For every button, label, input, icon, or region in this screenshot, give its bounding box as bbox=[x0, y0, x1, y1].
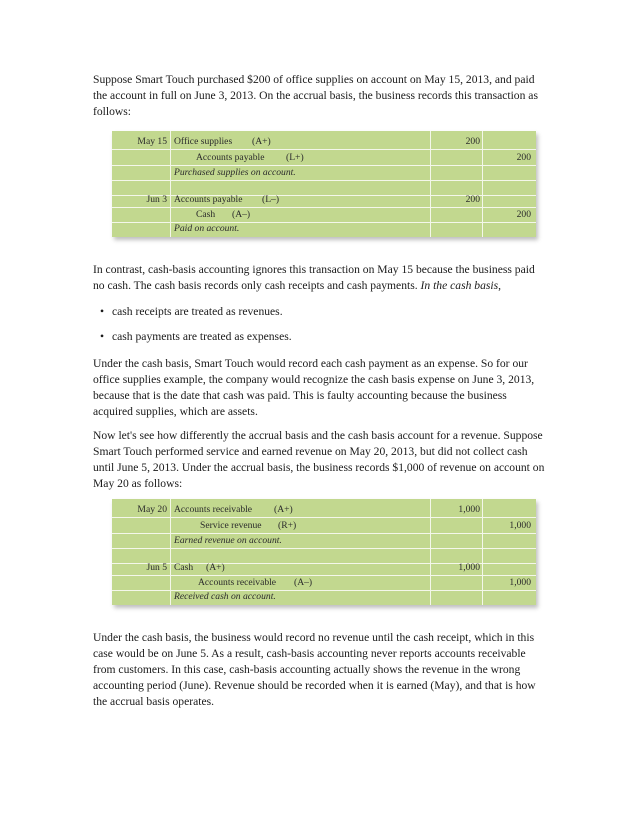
credit-tag: (A–) bbox=[232, 209, 251, 220]
entry-explanation: Paid on account. bbox=[174, 223, 240, 234]
journal-row bbox=[112, 165, 536, 181]
entry-explanation: Purchased supplies on account. bbox=[174, 167, 296, 178]
paragraph-conclusion: Under the cash basis, the business would record no revenue until the cash receipt, which in this case would be on June 5. As a result, cash-basis accounting never reports accounts receivable from customers. In this case, cash-basis accounting actually shows the revenue in the wrong accounting period (June). Revenue should be recorded when it is earned (May), and that is how the accrual basis operates. bbox=[93, 631, 536, 708]
credit-account: Service revenue bbox=[200, 520, 262, 531]
debit-tag: (A+) bbox=[206, 562, 225, 573]
journal-row bbox=[112, 134, 536, 150]
paragraph-intro: Suppose Smart Touch purchased $200 of office supplies on account on May 15, 2013, and paid the account in full on June 3, 2013. On the accrual basis, the business records this transaction as follows: bbox=[93, 73, 538, 118]
bullet-text: cash payments are treated as expenses. bbox=[112, 330, 292, 343]
journal-row bbox=[112, 560, 536, 576]
paragraph-emphasis: In the cash basis bbox=[420, 279, 499, 292]
bullet-item bbox=[100, 304, 550, 320]
journal-row bbox=[112, 518, 536, 534]
entry-date: Jun 3 bbox=[146, 194, 167, 205]
entry-date: May 15 bbox=[137, 136, 167, 147]
bullet-text: cash receipts are treated as revenues. bbox=[112, 305, 283, 318]
debit-account: Accounts payable bbox=[174, 194, 243, 205]
entry-date: Jun 5 bbox=[146, 562, 167, 573]
debit-account: Accounts receivable bbox=[174, 504, 253, 515]
journal-row bbox=[112, 502, 536, 518]
paragraph-text: In contrast, cash-basis accounting ignores this transaction on May 15 because the business paid no cash. The cash basis records only cash receipts and cash payments. bbox=[93, 263, 535, 292]
journal-row bbox=[112, 192, 536, 208]
paragraph-cash-basis bbox=[93, 262, 548, 294]
entry-date: May 20 bbox=[137, 504, 167, 515]
debit-tag: (A+) bbox=[274, 504, 293, 515]
debit-account: Cash bbox=[174, 562, 194, 573]
debit-tag: (L–) bbox=[262, 194, 280, 205]
paragraph-revenue: Now let's see how differently the accrual basis and the cash basis account for a revenue. Suppose Smart Touch performed service and earned revenue on May 20, 2013, but did not collect cash until June 5, 2013. Under the accrual basis, the business records $1,000 of revenue on account on May 20 as follows: bbox=[93, 429, 545, 490]
credit-amount: 1,000 bbox=[509, 520, 531, 531]
entry-explanation: Earned revenue on account. bbox=[174, 535, 282, 546]
journal-row bbox=[112, 533, 536, 549]
credit-tag: (L+) bbox=[286, 152, 304, 163]
debit-amount: 1,000 bbox=[458, 504, 480, 515]
paragraph-text: , bbox=[498, 279, 502, 292]
debit-account: Office supplies bbox=[174, 136, 233, 147]
credit-tag: (A–) bbox=[294, 577, 313, 588]
debit-amount: 200 bbox=[465, 136, 480, 147]
credit-account: Accounts payable bbox=[196, 152, 265, 163]
credit-account: Accounts receivable bbox=[198, 577, 277, 588]
bullet-icon: • bbox=[100, 305, 105, 318]
credit-amount: 1,000 bbox=[509, 577, 531, 588]
debit-tag: (A+) bbox=[252, 136, 271, 147]
bullet-icon: • bbox=[100, 330, 105, 343]
journal-table-supplies bbox=[112, 131, 536, 237]
debit-amount: 1,000 bbox=[458, 562, 480, 573]
credit-amount: 200 bbox=[516, 209, 531, 220]
journal-row bbox=[112, 150, 536, 166]
journal-row bbox=[112, 221, 536, 236]
journal-row bbox=[112, 589, 536, 604]
credit-account: Cash bbox=[196, 209, 216, 220]
journal-table-revenue bbox=[112, 499, 536, 605]
credit-amount: 200 bbox=[516, 152, 531, 163]
bullet-item bbox=[100, 329, 550, 345]
credit-tag: (R+) bbox=[278, 520, 297, 531]
debit-amount: 200 bbox=[465, 194, 480, 205]
entry-explanation: Received cash on account. bbox=[174, 591, 276, 602]
paragraph-expense: Under the cash basis, Smart Touch would record each cash payment as an expense. So for our office supplies example, the company would recognize the cash basis expense on June 3, 2013, because that is the date that cash was paid. This is faulty accounting because the business acquired supplies, which are assets. bbox=[93, 357, 535, 418]
